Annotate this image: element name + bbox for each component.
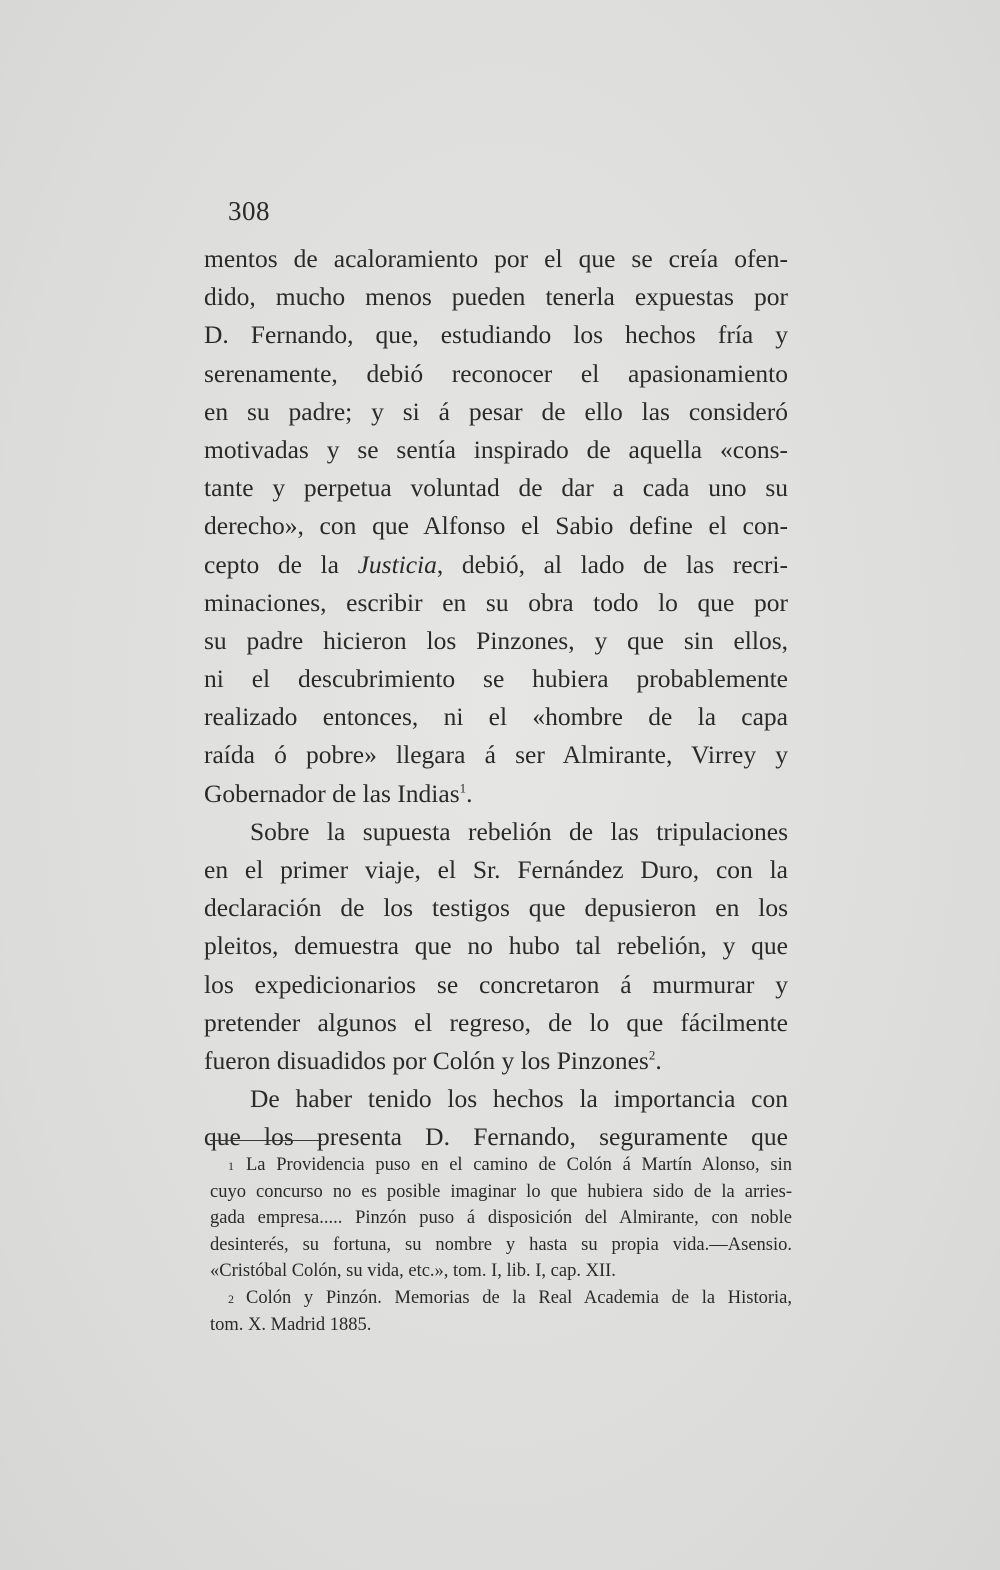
text-line: que los presenta D. Fernando, seguramente que <box>204 1122 788 1152</box>
footnote-text: La Providencia puso en el camino de Colón á Martín Alonso, sin <box>246 1155 792 1175</box>
text-line: Sobre la supuesta rebelión de las tripulaciones <box>250 816 788 846</box>
text-line: ni el descubrimiento se hubiera probablemente <box>204 664 788 694</box>
text-line: derecho», con que Alfonso el Sabio define el con- <box>204 511 788 541</box>
footnote-number: 2 <box>228 1291 234 1306</box>
text-segment: Gobernador de las Indias <box>204 778 460 808</box>
text-line: declaración de los testigos que depusieron en los <box>204 893 788 923</box>
text-line: mentos de acaloramiento por el que se creía ofen- <box>204 244 788 273</box>
italic-term: Justicia <box>357 549 437 579</box>
footnote-ref: 2 <box>648 1047 656 1063</box>
footnote-number: 1 <box>228 1159 234 1173</box>
text-line: minaciones, escribir en su obra todo lo que por <box>204 587 788 617</box>
text-line: pretender algunos el regreso, de lo que fácilmente <box>204 1007 788 1037</box>
footnote-ref: 1 <box>459 780 467 796</box>
text-line: De haber tenido los hechos la importancia con <box>250 1084 788 1114</box>
page-number: 308 <box>228 196 270 226</box>
footnote-1-line: «Cristóbal Colón, su vida, etc.», tom. I, lib. I, cap. XII. <box>210 1261 616 1282</box>
text-line: raída ó pobre» llegara á ser Almirante, Virrey y <box>204 740 788 770</box>
text-line: realizado entonces, ni el «hombre de la capa <box>204 702 788 732</box>
text-segment: , debió, al lado de las recri- <box>436 549 788 579</box>
text-line: serenamente, debió reconocer el apasionamiento <box>204 358 788 388</box>
text-line: tante y perpetua voluntad de dar a cada uno su <box>204 473 788 503</box>
footnote-2-line: tom. X. Madrid 1885. <box>210 1314 372 1335</box>
text-line: en el primer viaje, el Sr. Fernández Duro, con la <box>204 855 788 884</box>
footnote-rule <box>210 1140 322 1141</box>
text-line: motivadas y se sentía inspirado de aquella «cons- <box>204 434 788 464</box>
text-line: los expedicionarios se concretaron á murmurar y <box>204 969 788 999</box>
text-segment: . <box>655 1045 662 1075</box>
text-line <box>204 1042 788 1080</box>
text-segment: . <box>466 778 473 808</box>
text-line: en su padre; y si á pesar de ello las consideró <box>204 396 788 426</box>
text-segment: cepto de la <box>204 549 358 579</box>
footnote-1-line: desinterés, su fortuna, su nombre y hasta su propia vida.—Asensio. <box>210 1234 792 1255</box>
footnote-2-line <box>210 1285 792 1312</box>
footnote-text: Colón y Pinzón. Memorias de la Real Academia de la Historia, <box>246 1287 792 1308</box>
text-line <box>204 546 788 584</box>
footnotes <box>210 1152 792 1338</box>
footnote-1-line: cuyo concurso no es posible imaginar lo que hubiera sido de la arries- <box>210 1181 792 1202</box>
text-line: pleitos, demuestra que no hubo tal rebelión, y que <box>204 931 788 961</box>
main-text <box>204 240 788 1157</box>
footnote-1-line: gada empresa..... Pinzón puso á disposición del Almirante, con noble <box>210 1208 792 1229</box>
text-line: D. Fernando, que, estudiando los hechos fría y <box>204 320 788 350</box>
footnote-1-line <box>210 1152 792 1179</box>
text-segment: fueron disuadidos por Colón y los Pinzones <box>204 1045 649 1075</box>
text-line <box>204 775 788 813</box>
text-line: su padre hicieron los Pinzones, y que sin ellos, <box>204 625 788 655</box>
text-line: dido, mucho menos pueden tenerla expuestas por <box>204 282 788 312</box>
